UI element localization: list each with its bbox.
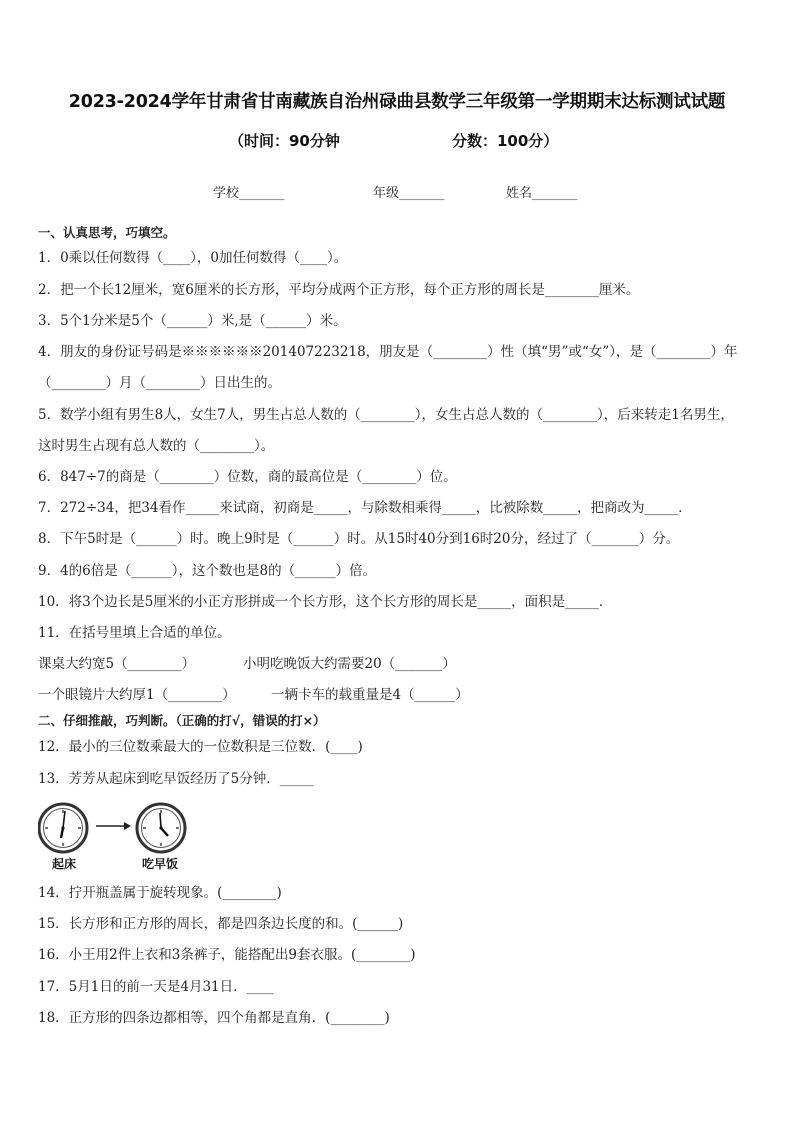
question-11-item-a: 课桌大约宽5（________） <box>38 656 196 672</box>
name-field: 姓名_______ <box>506 186 578 201</box>
question-11-item-b: 小明吃晚饭大约需要20（_______） <box>243 656 456 672</box>
clock-figure <box>38 798 198 872</box>
total-score: 分数：100分） <box>452 132 559 150</box>
question-4-line-1: 4．朋友的身份证号码是※※※※※※201407223218，朋友是（________）性（填“男”或“女”），是（________）年 <box>38 344 738 360</box>
question-17: 17．5月1日的前一天是4月31日．____ <box>38 979 274 995</box>
page-title: 2023-2024学年甘肃省甘南藏族自治州碌曲县数学三年级第一学期期末达标测试试题 <box>68 92 726 112</box>
breakfast-clock-icon <box>137 804 185 852</box>
section-1-title: 一、认真思考，巧填空。 <box>38 225 176 240</box>
question-5-line-1: 5．数学小组有男生8人，女生7人，男生占总人数的（________），女生占总人数的（________），后来转走1名男生， <box>38 407 734 423</box>
grade-field: 年级_______ <box>373 186 445 201</box>
question-15: 15．长方形和正方形的周长，都是四条边长度的和。(______) <box>38 916 404 932</box>
question-12: 12．最小的三位数乘最大的一位数积是三位数．(____) <box>38 739 363 755</box>
question-7: 7．272÷34，把34看作_____来试商，初商是_____，与除数相乘得_____，比被除数_____，把商改为_____． <box>38 500 692 516</box>
question-9: 9．4的6倍是（______），这个数也是8的（______）倍。 <box>38 563 377 579</box>
question-2: 2．把一个长12厘米，宽6厘米的长方形，平均分成两个正方形，每个正方形的周长是________厘米。 <box>38 282 640 298</box>
arrow-icon <box>96 822 131 830</box>
time-limit: （时间：90分钟 <box>229 132 340 150</box>
question-1: 1．0乘以任何数得（____），0加任何数得（____）。 <box>38 250 348 266</box>
question-6: 6．847÷7的商是（________）位数，商的最高位是（________）位。 <box>38 469 457 485</box>
question-11-item-c: 一个眼镜片大约厚1（________） <box>38 687 236 703</box>
section-2-title: 二、仔细推敲，巧判断。（正确的打√，错误的打×） <box>38 713 326 728</box>
question-16: 16．小王用2件上衣和3条裤子，能搭配出9套衣服。(________) <box>38 947 416 963</box>
question-10: 10．将3个边长是5厘米的小正方形拼成一个长方形，这个长方形的周长是_____，面积是_____． <box>38 594 613 610</box>
question-13: 13．芳芳从起床到吃早饭经历了5分钟．_____ <box>38 771 314 787</box>
clock-label-wake: 起床 <box>52 857 77 871</box>
question-11-item-d: 一辆卡车的载重量是4（______） <box>271 687 469 703</box>
question-5-line-2: 这时男生占现有总人数的（________）。 <box>38 438 275 454</box>
question-11: 11．在括号里填上合适的单位。 <box>38 625 231 641</box>
question-18: 18．正方形的四条边都相等，四个角都是直角．(________) <box>38 1010 390 1026</box>
question-8: 8．下午5时是（______）时。晚上9时是（______）时。从15时40分到16时20分，经过了（_______）分。 <box>38 531 680 547</box>
question-4-line-2: （________）月（________）日出生的。 <box>38 375 281 391</box>
clock-illustration <box>38 798 198 872</box>
question-14: 14．拧开瓶盖属于旋转现象。(________) <box>38 885 282 901</box>
school-field: 学校_______ <box>213 186 285 201</box>
question-3: 3．5个1分米是5个（______）米,是（______）米。 <box>38 313 347 329</box>
clock-label-breakfast: 吃早饭 <box>142 857 179 871</box>
exam-meta <box>0 130 794 152</box>
wake-clock-icon <box>39 804 87 852</box>
